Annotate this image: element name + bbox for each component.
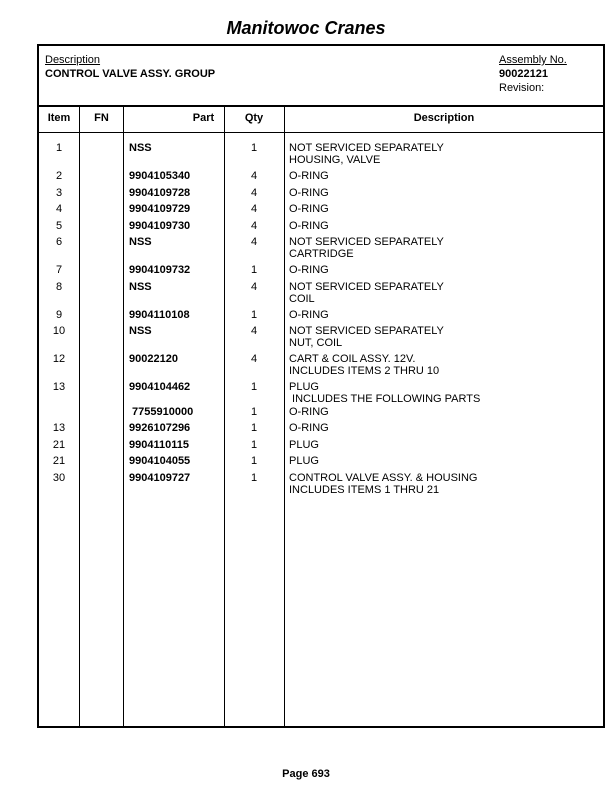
table-row <box>39 236 603 264</box>
item-number: 13 <box>52 422 66 434</box>
table-row <box>39 353 603 381</box>
table-row <box>39 281 603 309</box>
description-line-1: O-RING <box>289 264 329 276</box>
revision-label: Revision: <box>499 82 545 94</box>
part-number: NSS <box>129 325 152 337</box>
description-line-1: NOT SERVICED SEPARATELY <box>289 142 444 154</box>
assembly-value: 90022121 <box>499 68 548 80</box>
description-line-1: PLUG <box>289 381 319 393</box>
table-row <box>39 381 603 406</box>
page-number: Page 693 <box>282 768 330 780</box>
item-number: 7 <box>55 264 63 276</box>
table-row <box>39 220 603 237</box>
quantity: 1 <box>250 422 258 434</box>
table-row <box>39 455 603 472</box>
part-description <box>289 309 329 321</box>
quantity: 4 <box>250 170 258 182</box>
part-description <box>289 264 329 276</box>
table-row <box>39 325 603 353</box>
part-number: 7755910000 <box>129 406 194 418</box>
quantity: 4 <box>250 325 258 337</box>
part-number: 9904109729 <box>129 203 191 215</box>
part-number: 9904105340 <box>129 170 191 182</box>
table-row <box>39 264 603 281</box>
part-description <box>289 142 444 166</box>
description-line-2: INCLUDES THE FOLLOWING PARTS <box>289 393 481 405</box>
item-number: 10 <box>52 325 66 337</box>
quantity: 4 <box>250 236 258 248</box>
item-number: 8 <box>55 280 63 293</box>
part-number: 90022120 <box>129 353 178 365</box>
table-row <box>39 170 603 187</box>
part-description <box>289 439 319 451</box>
description-line-1: O-RING <box>289 186 329 199</box>
item-number: 21 <box>52 438 66 451</box>
description-line-1: O-RING <box>289 219 329 232</box>
part-number: 9904104055 <box>129 455 191 467</box>
description-line-1: O-RING <box>289 422 329 434</box>
part-number: NSS <box>129 142 152 154</box>
part-description <box>289 406 329 418</box>
part-description <box>289 236 444 260</box>
description-line-1: CONTROL VALVE ASSY. & HOUSING <box>289 471 478 484</box>
description-line-2: NUT, COIL <box>289 337 343 349</box>
page-title: Manitowoc Cranes <box>226 18 386 38</box>
description-line-1: PLUG <box>289 455 319 467</box>
column-header-description: Description <box>413 112 475 124</box>
description-line-1: NOT SERVICED SEPARATELY <box>289 236 444 248</box>
description-line-2: INCLUDES ITEMS 1 THRU 21 <box>289 483 440 496</box>
description-value: CONTROL VALVE ASSY. GROUP <box>45 68 216 80</box>
quantity: 4 <box>250 353 258 365</box>
item-number: 4 <box>55 203 63 215</box>
table-row <box>39 203 603 220</box>
item-number: 3 <box>55 186 63 199</box>
part-description <box>289 203 329 215</box>
part-number: 9904110115 <box>129 438 189 451</box>
quantity: 4 <box>250 280 258 293</box>
table-row <box>39 187 603 204</box>
table-row <box>39 142 603 170</box>
part-description <box>289 422 329 434</box>
item-number: 12 <box>52 353 66 365</box>
item-number: 2 <box>55 170 63 182</box>
part-number: 9904109730 <box>129 219 191 232</box>
description-line-1: NOT SERVICED SEPARATELY <box>289 280 444 293</box>
parts-list <box>39 142 603 500</box>
description-line-1: PLUG <box>289 438 319 451</box>
description-line-2: COIL <box>289 292 315 305</box>
quantity: 1 <box>250 455 258 467</box>
part-description <box>289 281 444 305</box>
description-line-2: HOUSING, VALVE <box>289 154 381 166</box>
item-number: 13 <box>52 381 66 393</box>
parts-table-frame <box>37 44 605 728</box>
description-label: Description <box>45 54 101 66</box>
item-number: 9 <box>55 308 63 321</box>
part-description <box>289 170 329 182</box>
quantity: 4 <box>250 186 258 199</box>
part-description <box>289 472 477 496</box>
table-row <box>39 422 603 439</box>
column-header-item: Item <box>47 112 71 124</box>
item-number: 30 <box>52 471 66 484</box>
description-line-1: O-RING <box>289 170 329 182</box>
item-number: 6 <box>55 236 63 248</box>
quantity: 4 <box>250 219 258 232</box>
description-line-1: O-RING <box>289 203 329 215</box>
quantity: 1 <box>250 308 258 321</box>
table-row <box>39 439 603 456</box>
part-number: 9904109728 <box>129 186 191 199</box>
part-number: 9904110108 <box>129 308 190 321</box>
item-number: 5 <box>55 219 63 232</box>
column-header-fn: FN <box>94 112 109 124</box>
part-description <box>289 220 329 232</box>
item-number: 1 <box>55 142 63 154</box>
part-number: 9926107296 <box>129 422 191 434</box>
column-header-part: Part <box>192 112 215 124</box>
column-header-qty: Qty <box>244 112 264 124</box>
part-description <box>289 455 319 467</box>
table-row <box>39 309 603 326</box>
part-number: NSS <box>129 280 152 293</box>
quantity: 1 <box>250 381 258 393</box>
description-line-1: O-RING <box>289 308 329 321</box>
part-number: 9904104462 <box>129 381 191 393</box>
quantity: 1 <box>250 471 258 484</box>
assembly-header <box>39 46 603 107</box>
part-description <box>289 187 329 199</box>
part-description <box>289 325 444 349</box>
assembly-label: Assembly No. <box>499 54 567 66</box>
table-row <box>39 472 603 500</box>
part-number: NSS <box>129 236 152 248</box>
part-description <box>289 381 480 405</box>
table-row <box>39 406 603 422</box>
part-number: 9904109732 <box>129 264 191 276</box>
quantity: 1 <box>250 264 258 276</box>
description-line-2: INCLUDES ITEMS 2 THRU 10 <box>289 365 440 377</box>
quantity: 4 <box>250 203 258 215</box>
description-line-2: CARTRIDGE <box>289 248 354 260</box>
quantity: 1 <box>250 142 258 154</box>
quantity: 1 <box>250 438 258 451</box>
part-number: 9904109727 <box>129 471 191 484</box>
quantity: 1 <box>250 406 258 418</box>
description-line-1: O-RING <box>289 406 329 418</box>
part-description <box>289 353 439 377</box>
description-line-1: CART & COIL ASSY. 12V. <box>289 353 416 365</box>
description-line-1: NOT SERVICED SEPARATELY <box>289 325 444 337</box>
item-number: 21 <box>52 455 66 467</box>
